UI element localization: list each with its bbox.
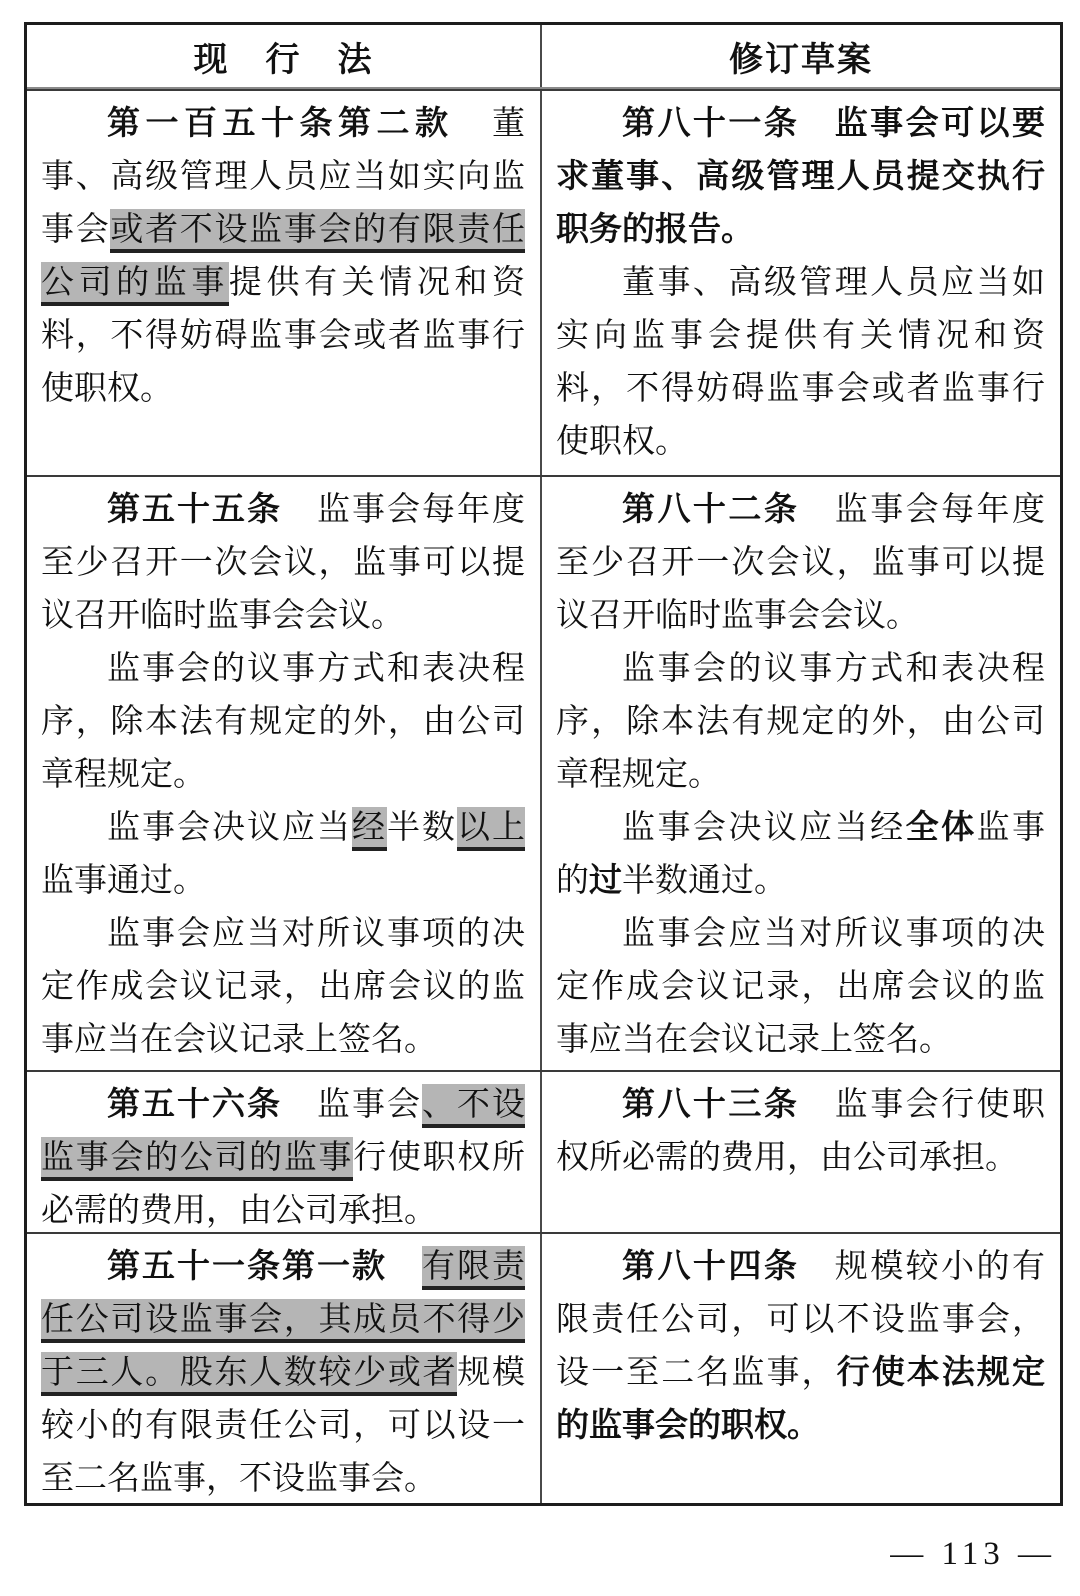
text-run: 半数通过。	[622, 863, 787, 899]
paragraph	[556, 1079, 1045, 1185]
current-law-cell	[27, 1234, 540, 1503]
text-run: 监事会每年度至少召开一次会议，监事可以提议召开临时监事会会议。	[41, 492, 525, 634]
emphasis-text: 全体	[905, 810, 977, 846]
text-run: 监事会应当对所议事项的决定作成会议记录，出席会议的监事应当在会议记录上签名。	[556, 916, 1045, 1058]
text-run: 董事、高级管理人员应当如实向监事会	[41, 106, 525, 248]
paragraph	[556, 484, 1045, 643]
deleted-text-highlight: 有限责任公司设监事会，其成员不得少于三人。股东人数较少或者	[41, 1246, 525, 1396]
text-run: 规模较小的有限责任公司，可以设一至二名监事，不设监事会。	[41, 1355, 526, 1497]
revision-draft-cell	[540, 91, 1060, 475]
deleted-text-highlight: 、不设监事会的公司的监事	[41, 1084, 525, 1181]
text-run: 规模较小的有限责任公司，可以不设监事会，设一至二名监事，	[556, 1249, 1046, 1391]
text-run	[387, 1249, 422, 1285]
emphasis-text: 过	[589, 863, 622, 899]
paragraph	[556, 643, 1045, 802]
revision-draft-cell	[540, 1072, 1060, 1232]
deleted-text-highlight: 经	[352, 807, 387, 851]
emphasis-text: 第八十四条	[622, 1249, 800, 1285]
deleted-text-highlight: 以上	[457, 807, 525, 851]
paragraph	[556, 908, 1045, 1067]
emphasis-text: 第八十二条	[622, 492, 800, 528]
paragraph	[41, 484, 525, 643]
emphasis-text: 第五十六条	[107, 1087, 282, 1123]
text-run: 监事会决议应当经	[622, 810, 906, 846]
current-law-cell	[27, 477, 540, 1070]
text-run: 监事会的议事方式和表决程序，除本法有规定的外，由公司章程规定。	[556, 651, 1045, 793]
paragraph	[556, 98, 1045, 257]
revision-draft-cell	[540, 1234, 1060, 1503]
text-run: 监事会每年度至少召开一次会议，监事可以提议召开临时监事会会议。	[556, 492, 1046, 634]
table-header-row	[27, 25, 1060, 89]
current-law-cell	[27, 91, 540, 475]
revision-draft-cell	[540, 477, 1060, 1070]
paragraph	[556, 1241, 1045, 1453]
text-run: 监事会应当对所议事项的决定作成会议记录，出席会议的监事应当在会议记录上签名。	[41, 916, 525, 1058]
text-run: 半数	[387, 810, 457, 846]
paragraph	[41, 908, 525, 1067]
table-row	[27, 475, 1060, 1070]
table-row	[27, 1070, 1060, 1232]
emphasis-text: 第五十五条	[107, 492, 282, 528]
paragraph	[41, 98, 525, 416]
table-row	[27, 89, 1060, 475]
paragraph	[41, 1241, 525, 1503]
paragraph	[41, 802, 525, 908]
paragraph	[41, 1079, 525, 1232]
emphasis-text: 第八十一条 监事会可以要求董事、高级管理人员提交执行职务的报告。	[556, 106, 1045, 248]
text-run: 行使职权所必需的费用，由公司承担。	[41, 1140, 526, 1229]
footer-page-number: — 113 —	[890, 1536, 1056, 1572]
deleted-text-highlight: 或者不设监事会的有限责任公司的监事	[41, 209, 525, 306]
paragraph	[556, 802, 1045, 908]
emphasis-text: 第一百五十条第二款	[107, 106, 454, 142]
paragraph	[41, 643, 525, 802]
table-row	[27, 1232, 1060, 1503]
text-run: 提供有关情况和资料，不得妨碍监事会或者监事行使职权。	[41, 265, 526, 407]
current-law-cell	[27, 1072, 540, 1232]
column-header-current-law: 现 行 法	[193, 41, 374, 79]
column-header-revision-draft: 修订草案	[540, 25, 1060, 87]
emphasis-text: 行使本法规定的监事会的职权。	[556, 1355, 1046, 1444]
comparison-rows	[27, 89, 1060, 1503]
emphasis-text: 第五十一条第一款	[107, 1249, 387, 1285]
text-run: 监事会决议应当	[107, 810, 352, 846]
text-run: 监事通过。	[41, 863, 206, 899]
text-run: 监事会的议事方式和表决程序，除本法有规定的外，由公司章程规定。	[41, 651, 525, 793]
law-comparison-table	[24, 22, 1063, 1506]
text-run: 监事的	[556, 810, 1046, 899]
paragraph	[556, 257, 1045, 469]
emphasis-text: 第八十三条	[622, 1087, 800, 1123]
text-run: 监事会	[282, 1087, 422, 1123]
text-run: 董事、高级管理人员应当如实向监事会提供有关情况和资料，不得妨碍监事会或者监事行使职权。	[556, 265, 1045, 460]
text-run: 监事会行使职权所必需的费用，由公司承担。	[556, 1087, 1046, 1176]
